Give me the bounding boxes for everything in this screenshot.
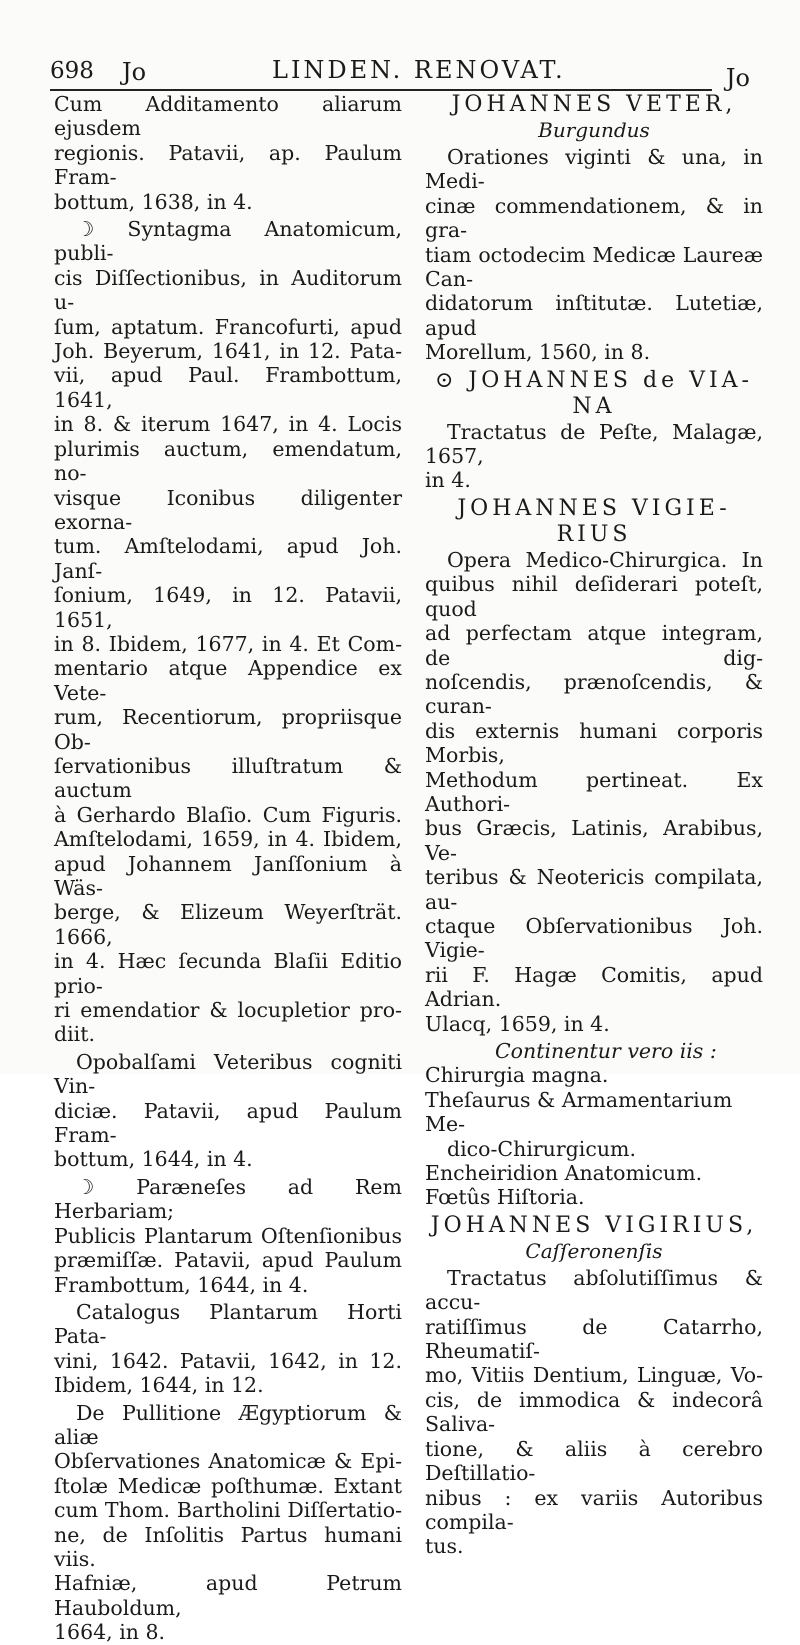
entry-syntagma	[54, 217, 402, 1047]
text-line: in 4. Hæc ſecunda Blaſii Editio prio-	[54, 949, 402, 998]
text-line: nibus : ex variis Autoribus compila-	[425, 1485, 763, 1534]
text-line: Ibidem, 1644, in 12.	[54, 1373, 264, 1398]
text-line: Catalogus Plantarum Horti Pata-	[54, 1299, 402, 1349]
text-line: diciæ. Patavii, apud Paulum Fram-	[54, 1098, 402, 1148]
text-line: apud Johannem Janſſonium à Wäs-	[54, 851, 402, 900]
page-number: 698	[50, 58, 94, 84]
text-line: ſervationibus illuſtratum & auctum	[54, 753, 402, 803]
text-line: regionis. Patavii, ap. Paulum Fram-	[54, 140, 402, 190]
text-line: dis externis humani corporis Morbis,	[425, 718, 763, 768]
heading-vigierius-line2: RIUS	[556, 521, 632, 547]
heading-veter: JOHANNES VETER,	[451, 92, 737, 117]
subheading-burgundus: Burgundus	[538, 118, 650, 142]
entry-tractatus-peste	[425, 420, 763, 493]
text-line: quibus nihil deſiderari poteſt, quod	[425, 572, 763, 621]
text-line: Joh. Beyerum, 1641, in 12. Pata-	[54, 339, 402, 364]
text-line: tum. Amſtelodami, apud Joh. Janſ-	[54, 534, 402, 583]
catchword-left: Jo	[122, 58, 147, 86]
text-line: tione, & aliis à cerebro Deſtillatio-	[425, 1436, 763, 1486]
text-line: Publicis Plantarum Oſtenſionibus	[54, 1223, 402, 1248]
text-line: Amſtelodami, 1659, in 4. Ibidem,	[54, 827, 402, 852]
text-line: rum, Recentiorum, propriisque Ob-	[54, 705, 402, 754]
heading-viana	[425, 368, 763, 420]
text-line: ad perfectam atque integram, de dig-	[425, 621, 763, 670]
text-line: ſum, aptatum. Francofurti, apud	[54, 314, 402, 339]
text-line: in 8. & iterum 1647, in 4. Locis	[54, 412, 402, 437]
text-line: De Pullitione Ægyptiorum & aliæ	[54, 1400, 402, 1449]
entry-pullitione	[54, 1401, 402, 1645]
text-line: Opera Medico-Chirurgica. In	[447, 547, 763, 572]
text-line: Tractatus de Peſte, Malagæ, 1657,	[425, 419, 763, 469]
text-line: præmiſſæ. Patavii, apud Paulum	[54, 1248, 402, 1273]
text-line: ctaque Obſervationibus Joh. Vigie-	[425, 913, 763, 963]
list-item: Encheiridion Anatomicum.	[425, 1161, 703, 1186]
heading-viana-line1: ⊙ JOHANNES de VIA-	[435, 367, 753, 393]
text-line: in 4.	[425, 468, 471, 493]
heading-vigierius-line1: JOHANNES VIGIE-	[457, 495, 731, 521]
text-line: Orationes viginti & una, in Medi-	[425, 145, 763, 194]
entry-orationes	[425, 145, 763, 365]
catchword-right: Jo	[725, 64, 750, 92]
entry-paraeneses	[54, 1175, 402, 1297]
text-line: ☽ Syntagma Anatomicum, publi-	[54, 217, 402, 266]
text-line: ratiſſimus de Catarrho, Rheumatiſ-	[425, 1314, 763, 1364]
entry-additamento	[54, 92, 402, 214]
header-rule	[50, 89, 712, 91]
entry-tractatus-catarrho	[425, 1266, 763, 1559]
page-header	[50, 52, 770, 92]
text-line: Frambottum, 1644, in 4.	[54, 1272, 309, 1297]
text-line: tiam octodecim Medicæ Laureæ Can-	[425, 242, 763, 292]
text-line: tus.	[425, 1534, 464, 1559]
heading-viana-line2: NA	[572, 393, 616, 419]
text-line: noſcendis, prænoſcendis, & curan-	[425, 669, 763, 719]
contents-label: Continentur vero iis :	[495, 1039, 717, 1063]
text-line: Cum Additamento aliarum ejusdem	[54, 92, 402, 141]
text-line: berge, & Elizeum Weyerſträt. 1666,	[54, 900, 402, 949]
text-line: plurimis auctum, emendatum, no-	[54, 436, 402, 486]
right-column	[425, 92, 763, 1559]
text-line: à Gerhardo Blaſio. Cum Figuris.	[54, 802, 402, 827]
text-line: cinæ commendationem, & in gra-	[425, 193, 763, 243]
text-line: bus Græcis, Latinis, Arabibus, Ve-	[425, 816, 763, 865]
heading-vigirius: JOHANNES VIGIRIUS,	[430, 1212, 758, 1238]
contents-list	[425, 1063, 763, 1209]
text-line: Opobalſami Veteribus cogniti Vin-	[54, 1049, 402, 1099]
text-line: 1664, in 8.	[54, 1620, 166, 1645]
text-line: ſonium, 1649, in 12. Patavii, 1651,	[54, 583, 402, 632]
text-line: Obſervationes Anatomicæ & Epi-	[54, 1449, 402, 1474]
text-line: rii F. Hagæ Comitis, apud Adrian.	[425, 962, 763, 1012]
text-line: vini, 1642. Patavii, 1642, in 12.	[54, 1348, 402, 1373]
text-line: cis Diſſectionibus, in Auditorum u-	[54, 265, 402, 315]
text-line: vii, apud Paul. Frambottum, 1641,	[54, 363, 402, 412]
text-line: cum Thom. Bartholini Diſſertatio-	[54, 1498, 402, 1523]
text-line: teribus & Neotericis compilata, au-	[425, 865, 763, 914]
left-column	[54, 92, 402, 1645]
text-line: Methodum pertineat. Ex Authori-	[425, 767, 763, 816]
text-line: ri emendatior & locupletior pro-	[54, 998, 402, 1023]
text-line: didatorum inſtitutæ. Lutetiæ, apud	[425, 291, 763, 340]
text-line: Ulacq, 1659, in 4.	[425, 1011, 610, 1036]
text-line: bottum, 1638, in 4.	[54, 189, 253, 214]
subheading-casseronensis: Caſſeronenſis	[525, 1238, 663, 1263]
text-line: cis, de immodica & indecorâ Saliva-	[425, 1387, 763, 1437]
entry-catalogus	[54, 1300, 402, 1398]
text-line: Tractatus abſolutiſſimus & accu-	[425, 1265, 763, 1315]
list-item: Chirurgia magna.	[425, 1063, 609, 1088]
list-item: dico-Chirurgicum.	[447, 1136, 636, 1161]
list-item: Fœtûs Hiſtoria.	[425, 1185, 585, 1210]
running-title: LINDEN. RENOVAT.	[272, 56, 566, 84]
text-line: in 8. Ibidem, 1677, in 4. Et Com-	[54, 631, 402, 656]
text-line: ne, de Inſolitis Partus humani viis.	[54, 1522, 402, 1571]
entry-opera	[425, 548, 763, 1036]
text-line: Hafniæ, apud Petrum Hauboldum,	[54, 1571, 402, 1620]
text-line: ſtolæ Medicæ poſthumæ. Extant	[54, 1473, 402, 1498]
text-line: mentario atque Appendice ex Vete-	[54, 656, 402, 705]
entry-opobalsami	[54, 1050, 402, 1172]
text-line: bottum, 1644, in 4.	[54, 1147, 253, 1172]
text-line: ☽ Paræneſes ad Rem Herbariam;	[54, 1174, 402, 1224]
text-line: visque Iconibus diligenter exorna-	[54, 485, 402, 534]
list-item: Theſaurus & Armamentarium Me-	[425, 1087, 733, 1137]
heading-vigierius	[425, 496, 763, 548]
text-line: Morellum, 1560, in 8.	[425, 340, 651, 365]
text-line: diit.	[54, 1022, 95, 1047]
text-line: mo, Vitiis Dentium, Linguæ, Vo-	[425, 1363, 763, 1388]
